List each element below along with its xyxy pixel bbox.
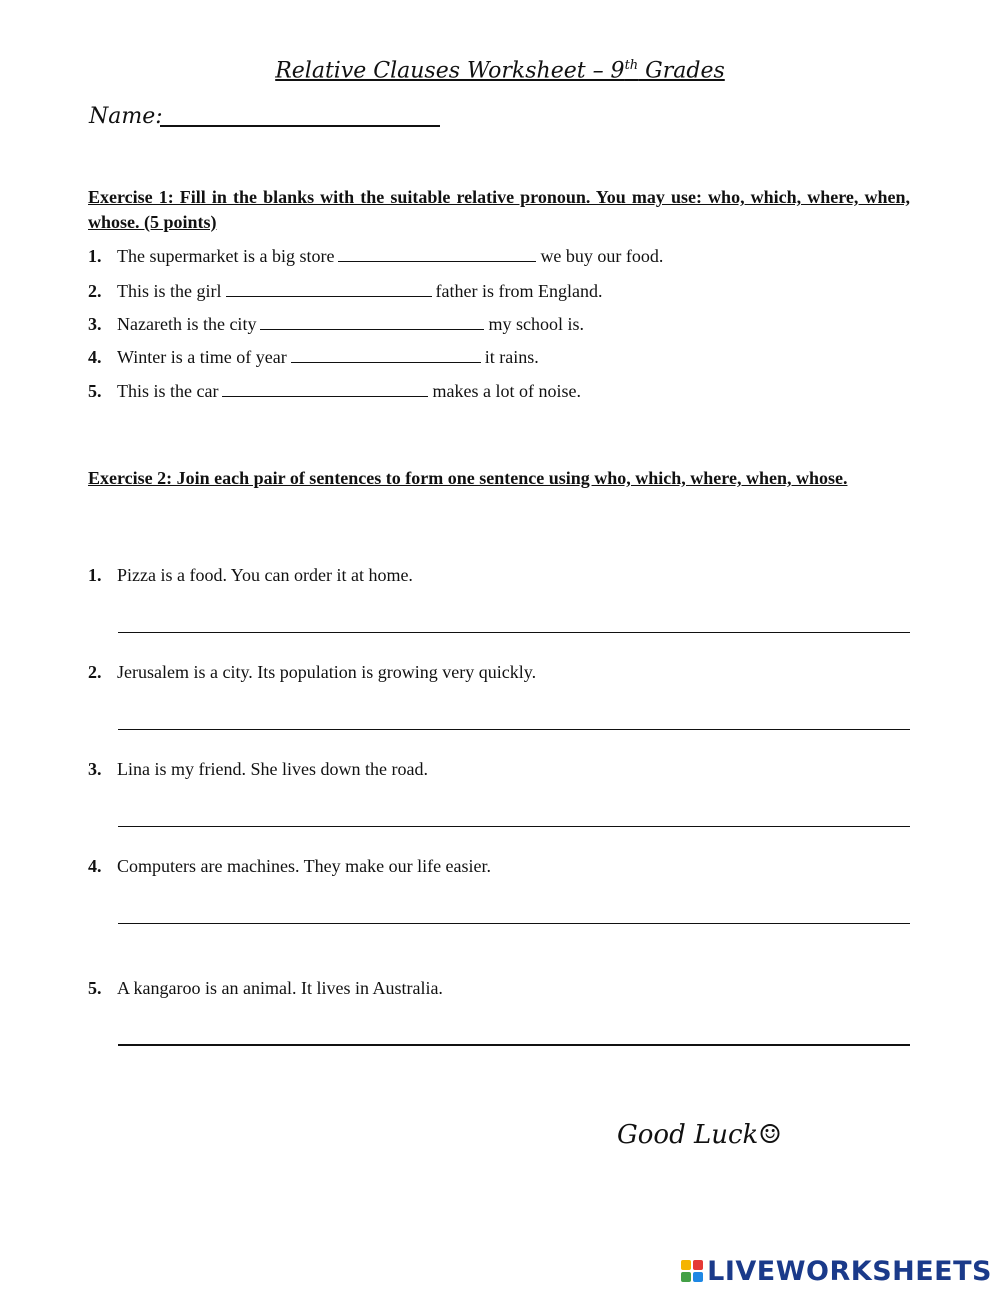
blank-input[interactable]: [226, 282, 432, 297]
exercise1-heading: Exercise 1: Fill in the blanks with the suitable relative pronoun. You may use: who, which, where, when, whose. (5 points): [88, 187, 910, 232]
liveworksheets-logo[interactable]: [681, 1254, 992, 1288]
logo-blocks-icon: [681, 1260, 703, 1282]
exercise1-item-2: 2. This is the girl father is from England.: [88, 281, 603, 301]
answer-line-2[interactable]: [118, 729, 910, 730]
smiley-icon: ☺: [758, 1120, 782, 1150]
blank-input[interactable]: [260, 315, 484, 330]
worksheet-title: Relative Clauses Worksheet – 9th Grades: [275, 58, 725, 84]
name-label: Name:: [89, 104, 163, 129]
blank-input[interactable]: [222, 382, 428, 397]
blank-input[interactable]: [338, 247, 536, 262]
answer-line-3[interactable]: [118, 826, 910, 827]
blank-input[interactable]: [291, 348, 481, 363]
exercise1-item-5: 5. This is the car makes a lot of noise.: [88, 381, 581, 401]
exercise2-item-1: 1. Pizza is a food. You can order it at home.: [88, 565, 413, 585]
exercise2-item-3: 3. Lina is my friend. She lives down the road.: [88, 759, 428, 779]
answer-line-1[interactable]: [118, 632, 910, 633]
exercise1-item-1: 1. The supermarket is a big store we buy our food.: [88, 246, 664, 266]
answer-line-5[interactable]: [118, 1044, 910, 1046]
good-luck-note: Good Luck☺: [617, 1120, 782, 1150]
exercise1-item-3: 3. Nazareth is the city my school is.: [88, 314, 584, 334]
exercise2-item-5: 5. A kangaroo is an animal. It lives in Australia.: [88, 978, 443, 998]
exercise2-item-2: 2. Jerusalem is a city. Its population is growing very quickly.: [88, 662, 537, 682]
exercise1-item-4: 4. Winter is a time of year it rains.: [88, 347, 539, 367]
exercise2-heading: Exercise 2: Join each pair of sentences to form one sentence using who, which, where, when, whose.: [88, 468, 848, 488]
answer-line-4[interactable]: [118, 923, 910, 924]
exercise2-item-4: 4. Computers are machines. They make our life easier.: [88, 856, 492, 876]
name-answer-line[interactable]: [160, 125, 440, 127]
brand-name: LIVEWORKSHEETS: [707, 1255, 992, 1287]
